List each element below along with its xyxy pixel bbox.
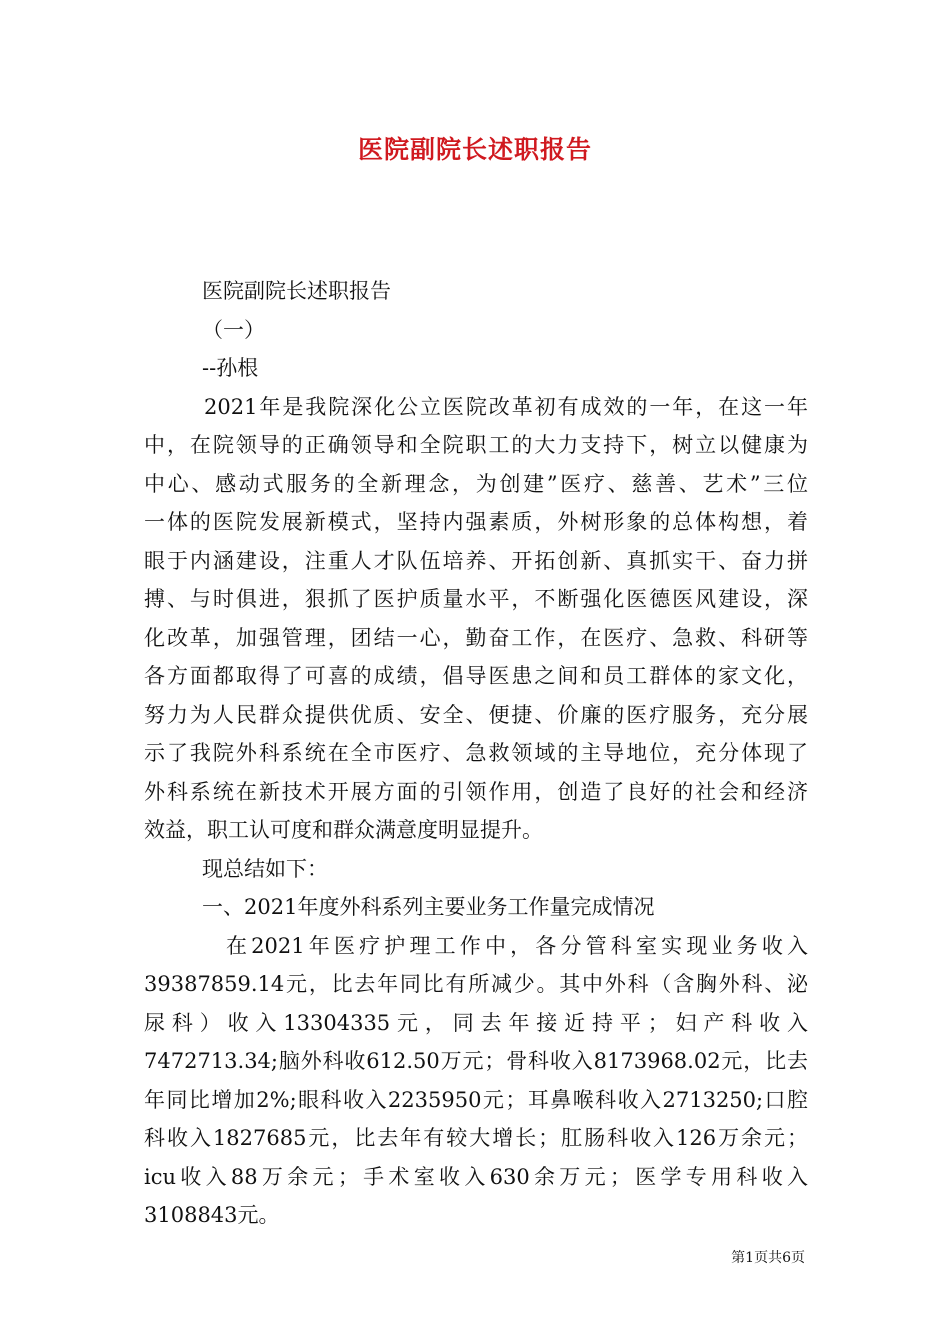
page-number: 第1页共6页 [731,1250,805,1266]
document-body [144,272,808,1235]
paragraph-line: 一体的医院发展新模式，坚持内强素质，外树形象的总体构想，着 [144,510,808,534]
paragraph-line: icu收入88万余元；手术室收入630余万元；医学专用科收入 [144,1164,808,1189]
page-title: 医院副院长述职报告 [357,135,592,164]
author-line: --孙根 [202,356,259,380]
paragraph-line: 化改革，加强管理，团结一心，勤奋工作，在医疗、急救、科研等 [144,625,808,650]
paragraph-line: 各方面都取得了可喜的成绩，倡导医患之间和员工群体的家文化， [144,664,808,688]
part-number: （一） [202,317,265,342]
paragraph-line: 科收入1827685元，比去年有较大增长；肛肠科收入126万余元； [144,1126,808,1150]
paragraph-line: 示了我院外科系统在全市医疗、急救领域的主导地位，充分体现了 [144,741,808,765]
paragraph-1 [144,388,808,850]
summary-intro: 现总结如下： [202,856,328,881]
paragraph-line: 7472713.34;脑外科收612.50万元；骨科收入8173968.02元，比去 [144,1049,808,1073]
paragraph-line: 外科系统在新技术开展方面的引领作用，创造了良好的社会和经济 [144,779,808,804]
paragraph-line: 中，在院领导的正确领导和全院职工的大力支持下，树立以健康为 [144,433,808,457]
paragraph-line: 努力为人民群众提供优质、安全、便捷、价廉的医疗服务，充分展 [144,702,808,727]
paragraph-line: 尿科）收入13304335元，同去年接近持平；妇产科收入 [144,1010,808,1035]
paragraph-line: 眼于内涵建设，注重人才队伍培养、开拓创新、真抓实干、奋力拼 [144,548,808,573]
paragraph-line: 效益，职工认可度和群众满意度明显提升。 [144,818,543,842]
paragraph-line: 3108843元。 [144,1203,280,1227]
subtitle: 医院副院长述职报告 [202,279,391,303]
paragraph-line: 在2021年医疗护理工作中，各分管科室实现业务收入 [226,933,808,958]
paragraph-line: 2021年是我院深化公立医院改革初有成效的一年，在这一年 [204,394,808,419]
paragraph-line: 年同比增加2%;眼科收入2235950元；耳鼻喉科收入2713250;口腔 [144,1087,808,1112]
paragraph-line: 39387859.14元，比去年同比有所减少。其中外科（含胸外科、泌 [144,972,808,996]
section-heading: 一、2021年度外科系列主要业务工作量完成情况 [202,895,655,919]
paragraph-line: 中心、感动式服务的全新理念，为创建”医疗、慈善、艺术”三位 [144,471,808,496]
paragraph-2 [144,927,808,1235]
paragraph-line: 搏、与时俱进，狠抓了医护质量水平，不断强化医德医风建设，深 [144,587,808,611]
